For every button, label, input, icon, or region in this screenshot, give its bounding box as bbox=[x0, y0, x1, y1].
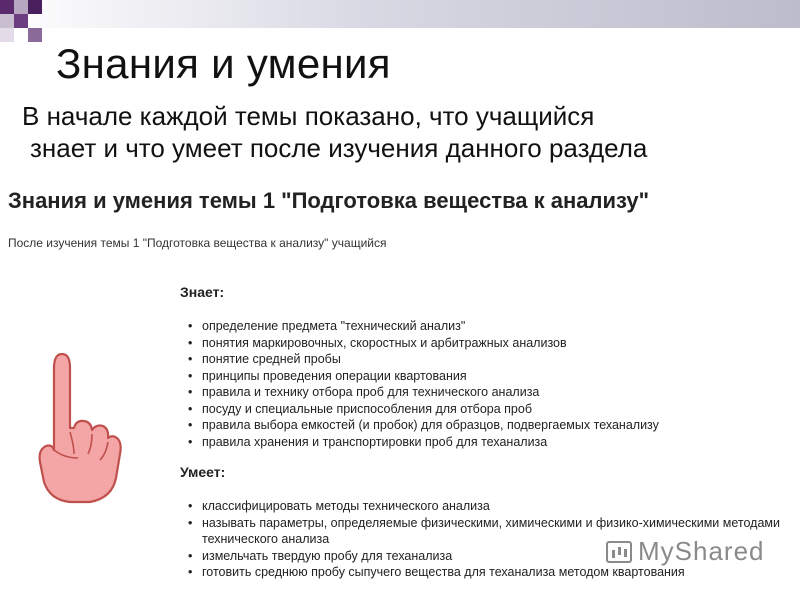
list-item: • правила и технику отбора проб для технического анализа bbox=[188, 384, 659, 401]
can-heading: Умеет: bbox=[180, 464, 226, 480]
decor-square bbox=[28, 28, 42, 42]
decor-square bbox=[0, 0, 14, 14]
intro-line-1: В начале каждой темы показано, что учащийся bbox=[22, 101, 595, 131]
intro-line-2: знает и что умеет после изучения данного раздела bbox=[30, 133, 648, 163]
list-item: • правила выбора емкостей (и пробок) для образцов, подвергаемых теханализу bbox=[188, 417, 659, 434]
decor-square bbox=[0, 28, 14, 42]
decor-square bbox=[0, 14, 14, 28]
decor-square bbox=[14, 14, 28, 28]
document-title: Знания и умения темы 1 "Подготовка вещества к анализу" bbox=[8, 188, 650, 213]
list-item: • понятие средней пробы bbox=[188, 351, 659, 368]
document-subtitle: После изучения темы 1 "Подготовка вещества к анализу" учащийся bbox=[8, 236, 387, 250]
watermark-text: MyShared bbox=[638, 536, 765, 566]
list-item: • посуду и специальные приспособления для отбора проб bbox=[188, 401, 659, 418]
list-item: • называть параметры, определяемые физическими, химическими и физико-химическими методами технического анализа bbox=[188, 515, 792, 548]
intro-text bbox=[22, 100, 792, 164]
list-item: • понятия маркировочных, скоростных и арбитражных анализов bbox=[188, 335, 659, 352]
list-item: • правила хранения и транспортировки проб для теханализа bbox=[188, 434, 659, 451]
chart-icon bbox=[606, 541, 632, 563]
list-item: • готовить среднюю пробу сыпучего вещества для теханализа методом квартования bbox=[188, 564, 792, 581]
raised-finger-hand-icon bbox=[34, 350, 124, 510]
slide-title: Знания и умения bbox=[56, 40, 391, 87]
list-item: • принципы проведения операции квартования bbox=[188, 368, 659, 385]
watermark bbox=[606, 536, 765, 567]
list-item: • классифицировать методы технического анализа bbox=[188, 498, 792, 515]
knows-list bbox=[188, 318, 659, 450]
decor-square bbox=[14, 0, 28, 14]
list-item: • измельчать твердую пробу для теханализа bbox=[188, 548, 792, 565]
list-item: • определение предмета "технический анализ" bbox=[188, 318, 659, 335]
decor-square bbox=[28, 0, 42, 14]
knows-heading: Знает: bbox=[180, 284, 225, 300]
slide-header-strip bbox=[0, 0, 800, 28]
